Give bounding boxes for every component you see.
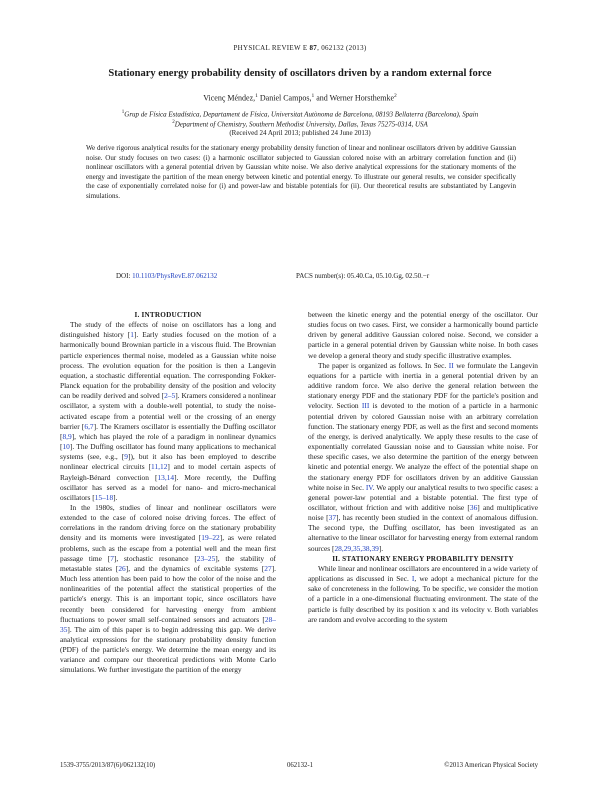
paper-title: Stationary energy probability density of oscillators driven by a random external force	[108, 68, 492, 79]
author-affiliation-mark: 1	[311, 93, 315, 99]
received-dates: (Received 24 April 2013; published 24 June 2013)	[229, 129, 371, 137]
author-affiliation-mark: 1	[255, 93, 258, 99]
abstract: We derive rigorous analytical results for the stationary energy probability density function of linear and nonlinear oscillators driven by additive Gaussian noise. Our study focuses on two cases: (i) a harmonic oscillator subjected to Gaussian colored noise with an arbitrary correlation function and (ii) nonlinear oscillators with a general potential driven by Gaussian white noise. We also derive analytical expressions for the stationary moments of the energy and investigate the partition of the mean energy between kinetic and potential energy. To illustrate our general results, we consider specifically the case of exponentially correlated noise for (i) and power-law and bistable potentials for (ii). Our theoretical results are substantiated by Langevin simulations.	[86, 144, 516, 200]
journal-article: 062132 (2013)	[321, 44, 367, 52]
footer-page-number: 062132-1	[286, 762, 314, 769]
text-run: . We apply our analytical results to two specific cases: a general power-law potential and a bistable potential. The first type of oscillator, without friction and with additive noise [	[308, 482, 538, 512]
author-list	[40, 93, 560, 103]
text-run: The study of the effects of noise on oscillators has a long and distinguished history [	[60, 320, 276, 340]
text-run: ], has recently been studied in the context of anomalous diffusion. The second type, the Duffing oscillator, has been investigated as an alternative to the linear oscillator for harvesting energy from external random sources [	[308, 513, 538, 553]
text-run: ]. The Kramers oscillator is essentially the Duffing oscillator [	[60, 421, 276, 441]
citation-link[interactable]: 2–5	[164, 391, 176, 401]
citation-link[interactable]: 27	[264, 563, 272, 573]
citation-link[interactable]: 28,29,35,38,39	[334, 543, 379, 553]
intro-paragraph-1	[60, 320, 276, 503]
doi-label: DOI:	[116, 272, 131, 280]
section-link[interactable]: I	[411, 574, 415, 584]
text-run: ], and the dynamics of excitable systems [	[125, 563, 265, 573]
citation-link[interactable]: 28–35	[60, 614, 276, 634]
footer-copyright: ©2013 American Physical Society	[444, 762, 538, 769]
text-run: ]. The aim of this paper is to begin addressing this gap. We derive analytical expressions for the stationary probability density function (PDF) of the particle's energy. We determine the mean energy and its variance and compare our theoretical predictions with Monte Carlo simulations. We further investigate the partition of the energy	[60, 624, 276, 675]
pacs-numbers: PACS number(s): 05.40.Ca, 05.10.Gg, 02.50.−r	[296, 272, 430, 280]
text-run: ].	[378, 543, 384, 553]
intro-paragraph-2	[60, 503, 276, 676]
intro-paragraph-2-continued: between the kinetic energy and the potential energy of the oscillator. Our studies focus on two cases. First, we consider a harmonically bound particle driven by general additive Gaussian colored noise. Second, we consider a particle in a general potential driven by Gaussian white noise. In both cases we develop a general theory and study specific illustrative examples.	[308, 310, 538, 360]
citation-link[interactable]: 11,12	[151, 462, 168, 472]
journal-header: PHYSICAL REVIEW E 87, 062132 (2013)	[233, 44, 367, 52]
text-run: ] and to model certain aspects of Rayleigh-Bénard convection [	[60, 462, 276, 482]
doi-line	[116, 272, 217, 280]
affiliation-text: Grup de Física Estadística, Departament de Física, Universitat Autònoma de Barcelona, 08193 Bellaterra (Barcelona), Spain	[124, 110, 479, 119]
text-run: ], stochastic resonance [	[113, 553, 197, 563]
section-heading-stationary-energy: II. STATIONARY ENERGY PROBABILITY DENSITY	[332, 554, 514, 563]
text-run: ], which has played the role of a paradigm in nonlinear dynamics [	[60, 431, 276, 452]
author: Daniel Campos,	[259, 93, 312, 103]
citation-link[interactable]: 8,9	[62, 431, 72, 441]
affiliation-number: 1	[121, 110, 125, 115]
author: and Werner Horsthemke	[316, 93, 395, 103]
citation-link[interactable]: 6,7	[84, 421, 94, 431]
section-link[interactable]: III	[361, 401, 370, 411]
text-run: ]. More recently, the Duffing oscillator has served as a model for nano- and micro-mechanical oscillators [	[60, 472, 276, 502]
left-column	[60, 310, 276, 676]
section-link[interactable]: II	[448, 360, 454, 370]
citation-link[interactable]: 13,14	[157, 472, 175, 482]
citation-link[interactable]: 9	[124, 452, 128, 462]
text-run: In the 1980s, studies of linear and nonlinear oscillators were extended to the case of colored noise driving forces. The effect of correlations in the random driving force on the stationary probability density and its moments were investigated [	[60, 502, 276, 543]
section-heading-introduction: I. INTRODUCTION	[134, 311, 202, 319]
intro-paragraph-3	[308, 361, 538, 554]
text-run: ]. Kramers considered a nonlinear oscillator, a system with a double-well potential, to study the noise-activated escape from a potential well or the crossing of an energy barrier [	[60, 391, 276, 431]
citation-link[interactable]: 1	[130, 330, 134, 340]
text-run: ]), but it also has been employed to describe nonlinear electrical circuits [	[60, 452, 276, 472]
doi-link[interactable]: 10.1103/PhysRevE.87.062132	[132, 272, 218, 280]
section2-paragraph-1	[308, 564, 538, 625]
text-run: ] and multiplicative noise [	[308, 502, 538, 523]
journal-volume: 87	[309, 44, 318, 52]
text-run: ], the stability of metastable states [	[60, 553, 276, 573]
citation-link[interactable]: 23–25	[196, 553, 216, 563]
text-run: ]. Early studies focused on the motion of a harmonically bound Brownian particle in a viscous fluid. The Brownian particle experiences thermal noise, modeled as a Gaussian white noise process. The evolution equation for the position is then a Langevin equation, a stochastic differential equation. The corresponding Fokker-Planck equation for the probability density of the position and velocity can be readily derived and solved [	[60, 330, 276, 401]
affiliation-2	[40, 118, 560, 129]
text-run: is devoted to the motion of a particle in a harmonic potential driven by colored Gaussian noise with an arbitrary correlation function. The stationary energy PDF, as well as the first and second moments of the energy, is derived analytically. We apply these results to the case of exponentially correlated Gaussian noise and to Gaussian white noise. For these specific cases, we also determine the partition of the energy between kinetic and potential energy. We analyze the effect of the potential shape on the stationary energy PDF for oscillators driven by an additive Gaussian white noise in Sec.	[308, 401, 538, 492]
text-run: ]. Much less attention has been paid to how the color of the noise and the nonlinearities of the potential affect the statistical properties of the particle's energy. This is an important topic, since oscillators have recently been considered for harvesting energy from ambient fluctuations to power small self-contained sensors and actuators [	[60, 563, 276, 624]
author: Vicenç Méndez,	[203, 93, 256, 103]
citation-link[interactable]: 7	[110, 553, 114, 563]
citation-link[interactable]: 15–18	[94, 492, 114, 502]
right-column	[308, 310, 538, 625]
text-run: While linear and nonlinear oscillators are encountered in a wide variety of applications as discussed in Sec.	[308, 563, 538, 584]
citation-link[interactable]: 36	[469, 502, 478, 512]
citation-link[interactable]: 10	[62, 442, 70, 452]
section-link[interactable]: IV	[365, 482, 373, 492]
citation-link[interactable]: 37	[328, 513, 337, 523]
text-run: ], as were related problems, such as the escape from a potential well and the mean first passage time [	[60, 533, 276, 563]
affiliation-text: Department of Chemistry, Southern Methodist University, Dallas, Texas 75275-0314, USA	[174, 120, 428, 129]
affiliation-number: 2	[172, 120, 175, 125]
author-affiliation-mark: 2	[394, 93, 397, 99]
text-run: , we adopt a mechanical picture for the sake of concreteness in the following. To be specific, we consider the motion of a particle in a one-dimensional fluctuating environment. The state of the particle is fully described by its position x and its velocity v. Both variables are random and evolve according to the system	[308, 574, 538, 624]
citation-link[interactable]: 26	[118, 563, 126, 573]
text-run: ]. The Duffing oscillator has found many applications to mechanical systems (see, e.g., [	[60, 442, 276, 462]
text-run: we formulate the Langevin equations for a particle with inertia in a general potential driven by an additive random force. We also derive the general relation between the stationary energy PDF and the stationary PDF for the particle's position and velocity. Section	[308, 360, 538, 411]
footer-issn: 1539-3755/2013/87(6)/062132(10)	[60, 762, 156, 769]
journal-name: PHYSICAL REVIEW E	[233, 44, 308, 52]
citation-link[interactable]: 19–22	[201, 533, 220, 543]
text-run: The paper is organized as follows. In Sec.	[318, 360, 449, 370]
text-run: ].	[113, 492, 118, 502]
